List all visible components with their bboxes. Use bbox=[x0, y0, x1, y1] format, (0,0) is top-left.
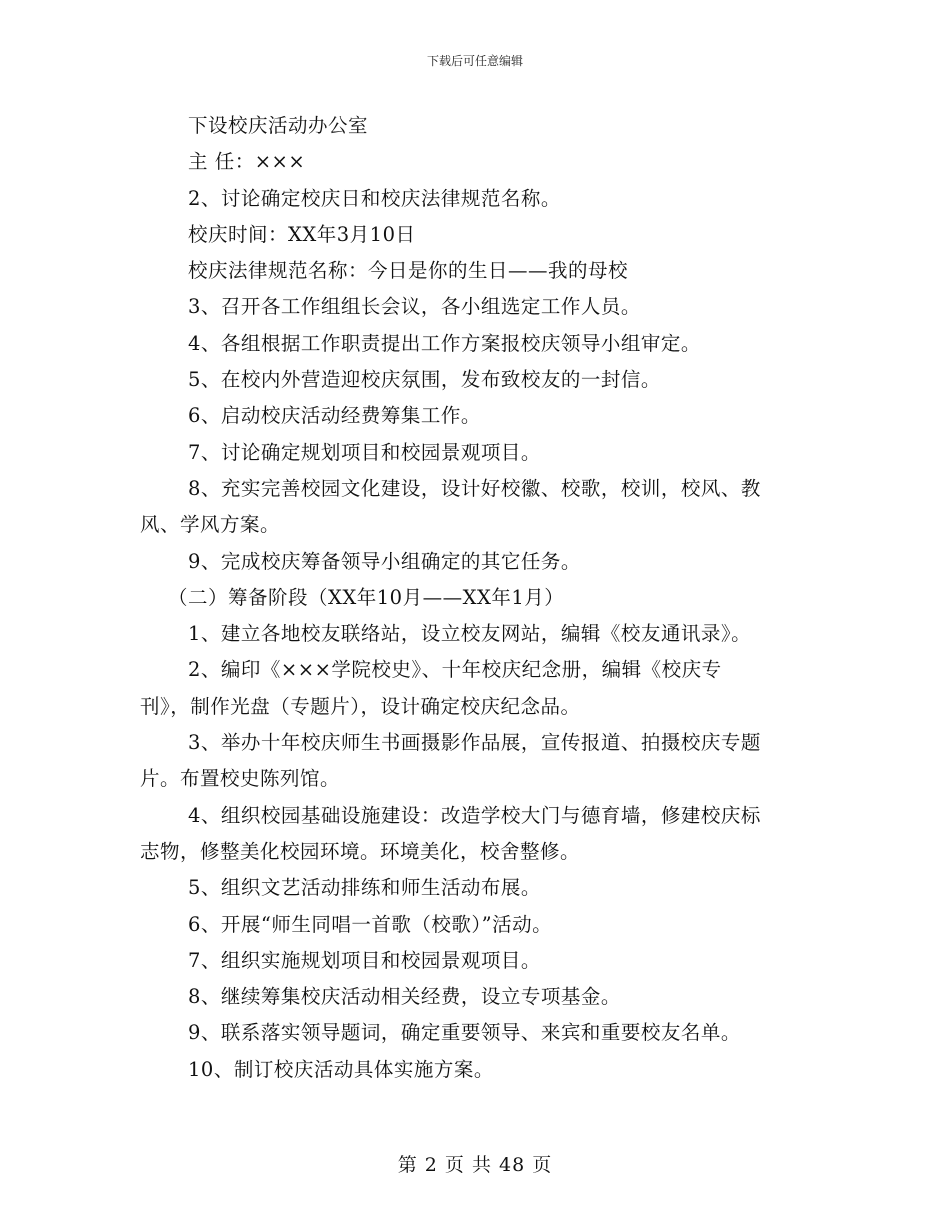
paragraph-line: 2、编印《×××学院校史》、十年校庆纪念册，编辑《校庆专 bbox=[188, 658, 722, 682]
paragraph-line: 8、充实完善校园文化建设，设计好校徽、校歌，校训，校风、教 bbox=[188, 476, 761, 500]
paragraph-line: 风、学风方案。 bbox=[140, 513, 281, 537]
document-body bbox=[140, 108, 808, 1088]
paragraph-line: 9、完成校庆筹备领导小组确定的其它任务。 bbox=[188, 549, 581, 573]
paragraph-line: 刊》，制作光盘（专题片），设计确定校庆纪念品。 bbox=[140, 694, 581, 718]
paragraph-line: 4、各组根据工作职责提出工作方案报校庆领导小组审定。 bbox=[188, 331, 701, 355]
paragraph-line: 校庆法律规范名称：今日是你的生日——我的母校 bbox=[188, 259, 629, 283]
paragraph-line: 8、继续筹集校庆活动相关经费，设立专项基金。 bbox=[188, 985, 621, 1009]
paragraph-line: 主 任：××× bbox=[188, 150, 306, 174]
paragraph-line: 10、制订校庆活动具体实施方案。 bbox=[188, 1057, 494, 1081]
paragraph-line: 7、讨论确定规划项目和校园景观项目。 bbox=[188, 440, 541, 464]
paragraph-line: 5、在校内外营造迎校庆氛围，发布致校友的一封信。 bbox=[188, 368, 661, 392]
paragraph-line: 6、启动校庆活动经费筹集工作。 bbox=[188, 404, 481, 428]
paragraph-line: 下设校庆活动办公室 bbox=[188, 114, 369, 137]
page-header: 下载后可任意编辑 bbox=[426, 54, 523, 68]
paragraph-line: 7、组织实施规划项目和校园景观项目。 bbox=[188, 948, 541, 972]
page-number-footer: 第 2 页 共 48 页 bbox=[397, 1154, 553, 1176]
paragraph-line: 2、讨论确定校庆日和校庆法律规范名称。 bbox=[188, 186, 561, 210]
paragraph-line: 片。布置校史陈列馆。 bbox=[140, 767, 341, 791]
paragraph-line: 3、召开各工作组组长会议，各小组选定工作人员。 bbox=[188, 295, 641, 319]
paragraph-line: 5、组织文艺活动排练和师生活动布展。 bbox=[188, 876, 541, 900]
paragraph-line: 9、联系落实领导题词，确定重要领导、来宾和重要校友名单。 bbox=[188, 1021, 741, 1045]
paragraph-line: 4、组织校园基础设施建设：改造学校大门与德育墙，修建校庆标 bbox=[188, 803, 761, 827]
paragraph-line: 3、举办十年校庆师生书画摄影作品展，宣传报道、拍摄校庆专题 bbox=[188, 731, 761, 755]
paragraph-line: 6、开展“师生同唱一首歌（校歌）”活动。 bbox=[188, 912, 553, 936]
section-heading: （二）筹备阶段（XX年10月——XX年1月） bbox=[168, 585, 565, 609]
paragraph-line: 校庆时间：XX年3月10日 bbox=[188, 222, 416, 246]
paragraph-line: 1、建立各地校友联络站，设立校友网站，编辑《校友通讯录》。 bbox=[188, 622, 752, 646]
paragraph-line: 志物，修整美化校园环境。环境美化，校舍整修。 bbox=[140, 839, 581, 863]
